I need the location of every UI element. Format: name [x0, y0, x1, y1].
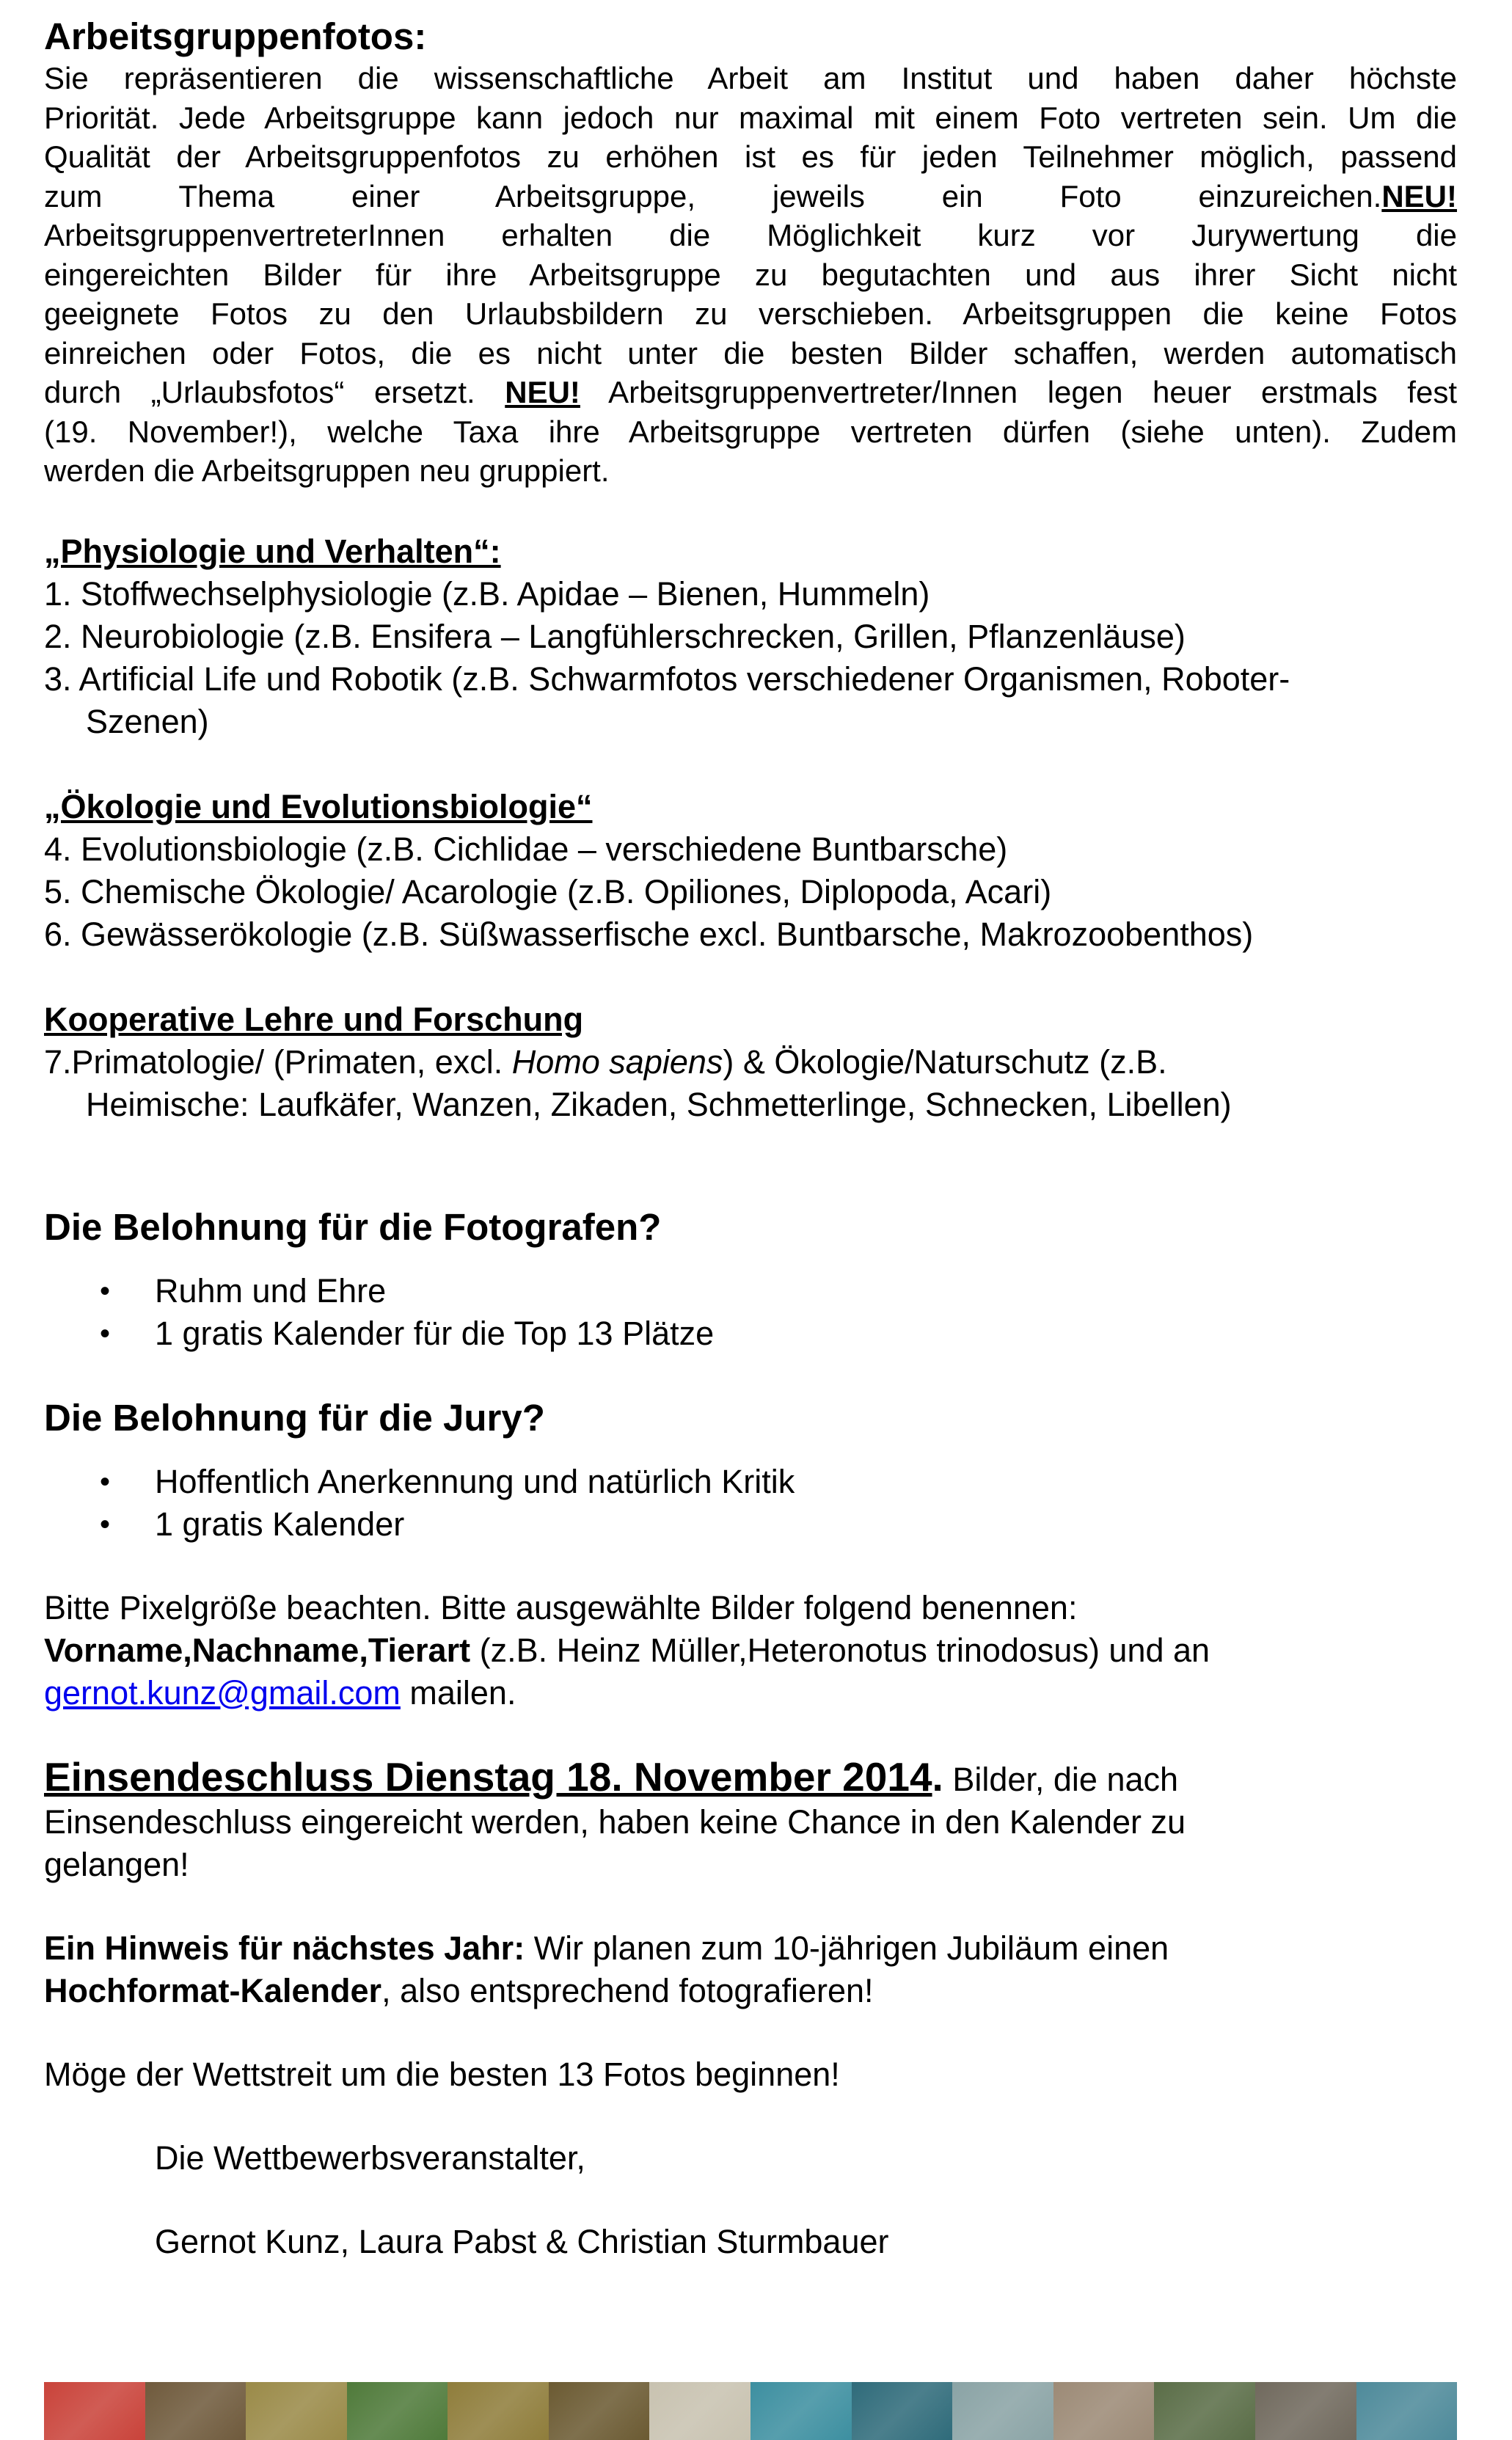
list-item: 2. Neurobiologie (z.B. Ensifera – Langfühlerschrecken, Grillen, Pflanzenläuse) [44, 617, 1186, 655]
photo-thumbnail [952, 2382, 1053, 2440]
deadline-line [44, 1753, 1457, 1801]
list-item: 6. Gewässerökologie (z.B. Süßwasserfische excl. Buntbarsche, Makrozoobenthos) [44, 915, 1254, 953]
intro-line: Priorität. Jede Arbeitsgruppe kann jedoch nur maximal mit einem Foto vertreten sein. Um die [44, 100, 1457, 135]
list-item-text: 7.Primatologie/ (Primaten, excl. [44, 1042, 503, 1081]
bullet-item: • 1 gratis Kalender [44, 1503, 1457, 1546]
photo-thumbnail [750, 2382, 852, 2440]
list-item: 3. Artificial Life und Robotik (z.B. Schwarmfotos verschiedener Organismen, Roboter- [44, 660, 1290, 698]
hint-format: Hochformat-Kalender [44, 1971, 382, 2009]
page-title: Arbeitsgruppenfotos: [44, 15, 427, 57]
list-item [44, 1041, 1457, 1084]
naming-instructions [44, 1587, 1457, 1714]
section-heading: Die Belohnung für die Fotografen? [44, 1205, 662, 1248]
naming-format: Vorname,Nachname,Tierart [44, 1631, 471, 1669]
intro-paragraph [44, 59, 1457, 491]
document-page [44, 15, 1457, 2263]
photo-thumbnail [246, 2382, 347, 2440]
intro-line: geeignete Fotos zu den Urlaubsbildern zu verschieben. Arbeitsgruppen die keine Fotos [44, 296, 1457, 331]
photo-thumbnail [1154, 2382, 1255, 2440]
photo-thumbnail [44, 2382, 145, 2440]
list-item: 1. Stoffwechselphysiologie (z.B. Apidae – Bienen, Hummeln) [44, 574, 930, 613]
deadline-line: Einsendeschluss eingereicht werden, haben keine Chance in den Kalender zu [44, 1802, 1186, 1841]
deadline-line: gelangen! [44, 1845, 189, 1883]
list-item-text: ) & Ökologie/Naturschutz (z.B. [723, 1042, 1167, 1081]
email-link[interactable]: gernot.kunz@gmail.com [44, 1673, 401, 1712]
bullet-list [44, 1461, 1457, 1546]
hint-section [44, 1927, 1457, 2012]
naming-suffix: mailen. [400, 1673, 516, 1712]
intro-line [44, 177, 1457, 216]
list-item-italic: Homo sapiens [511, 1042, 723, 1081]
section-heading: „Physiologie und Verhalten“: [44, 532, 501, 570]
intro-line: einreichen oder Fotos, die es nicht unter die besten Bilder schaffen, werden automatisch [44, 335, 1457, 370]
hint-label: Ein Hinweis für nächstes Jahr: [44, 1929, 525, 1967]
bullet-item: • 1 gratis Kalender für die Top 13 Plätze [44, 1312, 1457, 1355]
group-physiology [44, 530, 1457, 743]
naming-line: Bitte Pixelgröße beachten. Bitte ausgewählte Bilder folgend benennen: [44, 1588, 1078, 1626]
intro-line [44, 373, 1457, 412]
photo-thumbnail [1053, 2382, 1155, 2440]
deadline-period: . [932, 1753, 943, 1800]
naming-line [44, 1629, 1457, 1672]
photo-thumbnail [549, 2382, 650, 2440]
signature-organizers: Die Wettbewerbsveranstalter, [155, 2138, 585, 2177]
photo-thumbnail [852, 2382, 953, 2440]
neu-label: NEU! [505, 375, 580, 409]
intro-line-text: durch „Urlaubsfotos“ ersetzt. [44, 375, 475, 409]
section-heading: Die Belohnung für die Jury? [44, 1396, 545, 1439]
group-cooperative [44, 998, 1457, 1126]
hint-text: Wir planen zum 10-jährigen Jubiläum einen [525, 1929, 1169, 1967]
intro-line: werden die Arbeitsgruppen neu gruppiert. [44, 453, 610, 488]
intro-line: (19. November!), welche Taxa ihre Arbeitsgruppe vertreten dürfen (siehe unten). Zudem [44, 414, 1457, 449]
signature-names: Gernot Kunz, Laura Pabst & Christian Sturmbauer [155, 2222, 889, 2260]
section-heading: „Ökologie und Evolutionsbiologie“ [44, 787, 593, 825]
deadline-label: Einsendeschluss Dienstag 18. November 2014 [44, 1753, 932, 1800]
photo-strip [44, 2382, 1457, 2440]
bullet-item: • Hoffentlich Anerkennung und natürlich Kritik [44, 1461, 1457, 1503]
intro-line: eingereichten Bilder für ihre Arbeitsgruppe zu begutachten und aus ihrer Sicht nicht [44, 257, 1457, 292]
section-heading: Kooperative Lehre und Forschung [44, 1000, 584, 1038]
list-item: 5. Chemische Ökologie/ Acarologie (z.B. Opiliones, Diplopoda, Acari) [44, 872, 1052, 910]
hint-line [44, 1970, 1457, 2012]
intro-line: Sie repräsentieren die wissenschaftliche Arbeit am Institut und haben daher höchste [44, 61, 1457, 95]
closing-line: Möge der Wettstreit um die besten 13 Fotos beginnen! [44, 2055, 840, 2093]
photo-thumbnail [649, 2382, 750, 2440]
photo-thumbnail [145, 2382, 246, 2440]
photo-thumbnail [1255, 2382, 1356, 2440]
group-ecology [44, 786, 1457, 956]
photo-thumbnail [347, 2382, 448, 2440]
reward-jury-section [44, 1396, 1457, 1546]
intro-line-text: Arbeitsgruppenvertreter/Innen legen heuer erstmals fest [608, 375, 1457, 409]
naming-line [44, 1672, 1457, 1714]
deadline-section [44, 1753, 1457, 1886]
intro-line: ArbeitsgruppenvertreterInnen erhalten die Möglichkeit kurz vor Jurywertung die [44, 218, 1457, 252]
naming-example: (z.B. Heinz Müller,Heteronotus trinodosus) und an [470, 1631, 1210, 1669]
list-item-continuation: Heimische: Laufkäfer, Wanzen, Zikaden, Schmetterlinge, Schnecken, Libellen) [86, 1085, 1232, 1123]
photo-thumbnail [1356, 2382, 1457, 2440]
bullet-item: • Ruhm und Ehre [44, 1270, 1457, 1312]
list-item-continuation: Szenen) [86, 702, 209, 740]
reward-photographers-section [44, 1205, 1457, 1355]
intro-line-text: zum Thema einer Arbeitsgruppe, jeweils ein Foto einzureichen. [44, 178, 1382, 213]
bullet-list [44, 1270, 1457, 1355]
deadline-text: Bilder, die nach [943, 1760, 1179, 1798]
photo-thumbnail [448, 2382, 549, 2440]
neu-label: NEU! [1381, 178, 1457, 213]
list-item: 4. Evolutionsbiologie (z.B. Cichlidae – verschiedene Buntbarsche) [44, 830, 1008, 868]
intro-line: Qualität der Arbeitsgruppenfotos zu erhöhen ist es für jeden Teilnehmer möglich, passend [44, 139, 1457, 174]
hint-line [44, 1927, 1457, 1970]
hint-text: , also entsprechend fotografieren! [381, 1971, 874, 2009]
